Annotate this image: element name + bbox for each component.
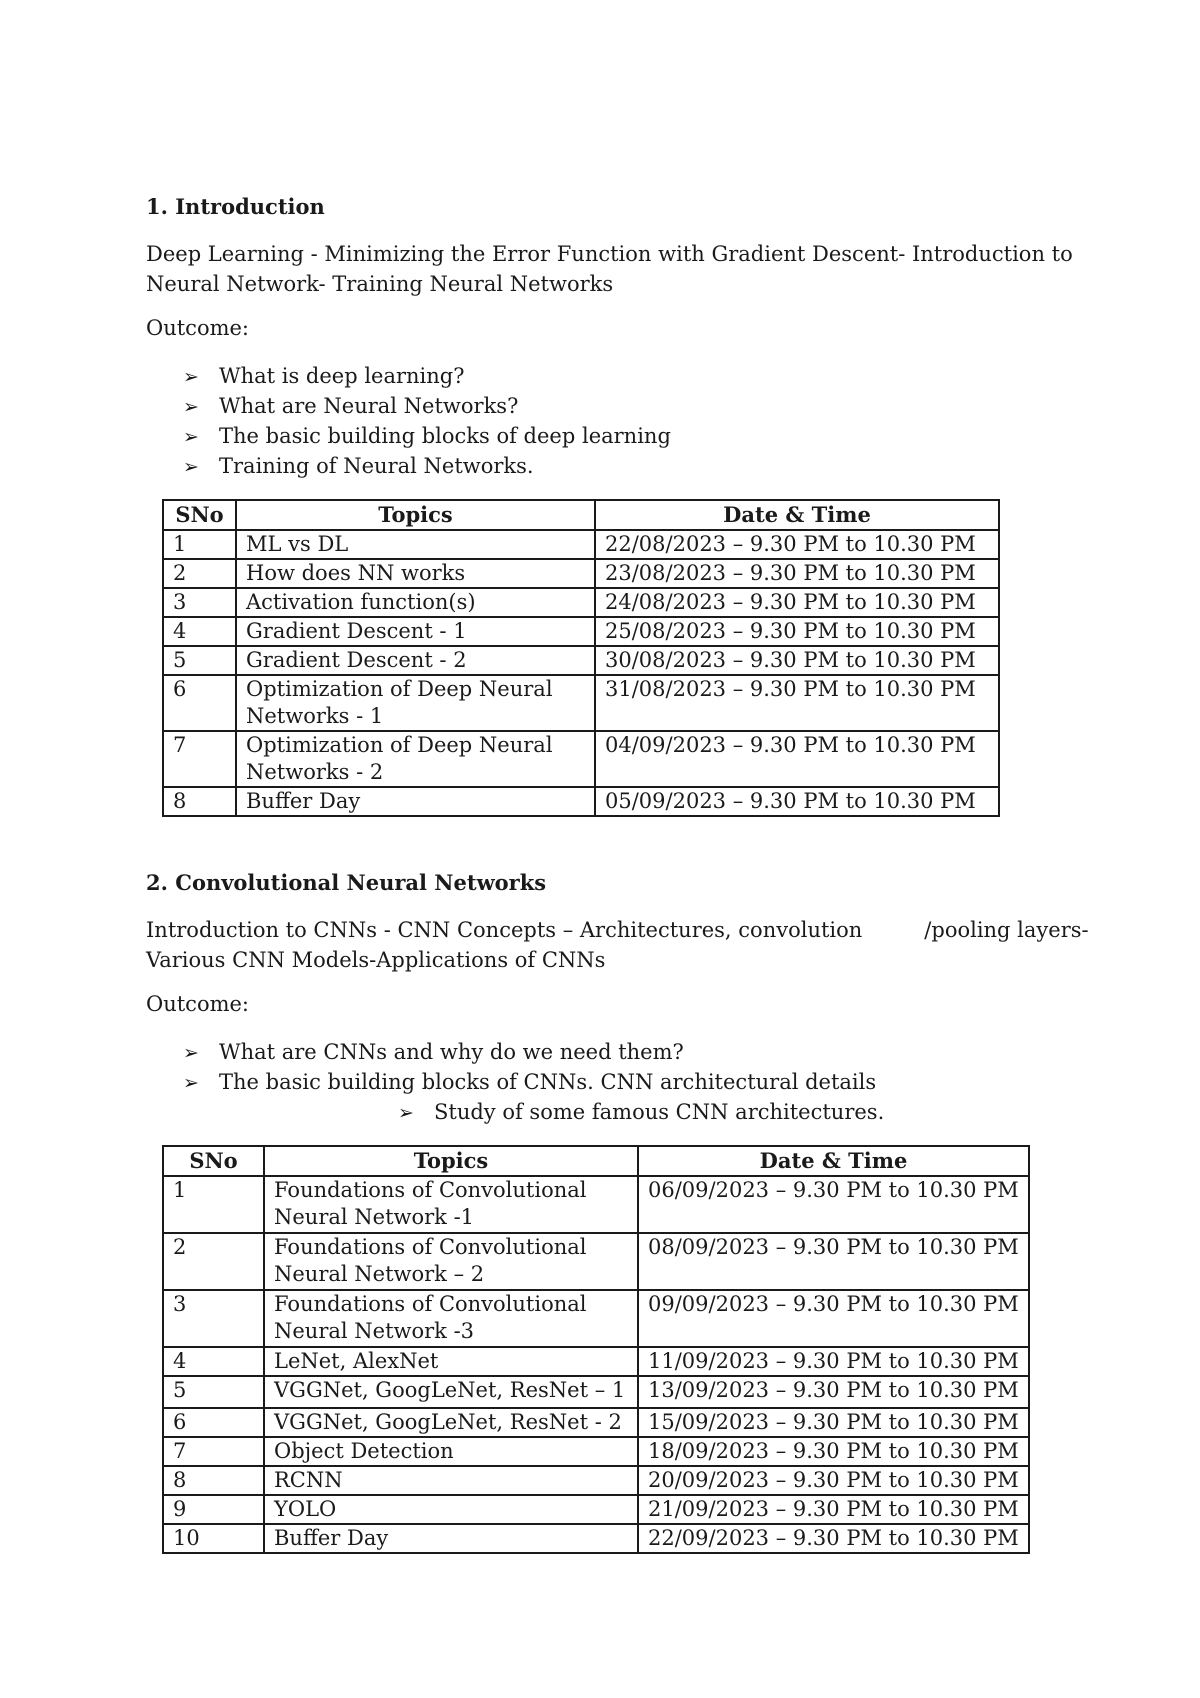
topic-cell: Buffer Day — [264, 1524, 638, 1553]
date-cell: 24/08/2023 – 9.30 PM to 10.30 PM — [595, 588, 999, 617]
description-line: Various CNN Models-Applications of CNNs — [146, 948, 606, 972]
date-cell: 18/09/2023 – 9.30 PM to 10.30 PM — [638, 1437, 1029, 1466]
table-row — [163, 1233, 1029, 1290]
topic-cell: Buffer Day — [236, 787, 595, 816]
section-1-description — [146, 239, 1073, 299]
table-row — [163, 1176, 1029, 1233]
arrow-bullet-icon: ➢ — [183, 426, 199, 448]
date-cell: 22/08/2023 – 9.30 PM to 10.30 PM — [595, 530, 999, 559]
date-cell: 04/09/2023 – 9.30 PM to 10.30 PM — [595, 731, 999, 787]
section-1-schedule-table — [162, 499, 1000, 817]
section-2-outcome-label: Outcome: — [146, 992, 250, 1016]
topic-cell: VGGNet, GoogLeNet, ResNet – 1 — [264, 1376, 638, 1408]
table-row — [163, 646, 999, 675]
sno-cell: 5 — [163, 646, 236, 675]
date-cell: 31/08/2023 – 9.30 PM to 10.30 PM — [595, 675, 999, 731]
date-cell: 09/09/2023 – 9.30 PM to 10.30 PM — [638, 1290, 1029, 1347]
topic-cell: Foundations of Convolutional Neural Network -3 — [264, 1290, 638, 1347]
section-2-heading: 2. Convolutional Neural Networks — [146, 870, 547, 895]
table-row — [163, 1495, 1029, 1524]
date-cell: 13/09/2023 – 9.30 PM to 10.30 PM — [638, 1376, 1029, 1408]
sno-cell: 9 — [163, 1495, 264, 1524]
topic-cell: LeNet, AlexNet — [264, 1347, 638, 1376]
section-2-outcome-list — [183, 1037, 876, 1097]
table-header-row — [163, 500, 999, 530]
table-row — [163, 559, 999, 588]
arrow-bullet-icon: ➢ — [398, 1102, 414, 1124]
topic-cell: Object Detection — [264, 1437, 638, 1466]
column-header-sno: SNo — [163, 1146, 264, 1176]
date-cell: 20/09/2023 – 9.30 PM to 10.30 PM — [638, 1466, 1029, 1495]
topic-cell: Activation function(s) — [236, 588, 595, 617]
table-row — [163, 588, 999, 617]
sno-cell: 6 — [163, 1408, 264, 1437]
table-row — [163, 1437, 1029, 1466]
list-item: ➢ The basic building blocks of deep learning — [183, 421, 671, 451]
sno-cell: 1 — [163, 1176, 264, 1233]
sno-cell: 3 — [163, 588, 236, 617]
date-cell: 23/08/2023 – 9.30 PM to 10.30 PM — [595, 559, 999, 588]
sno-cell: 1 — [163, 530, 236, 559]
topic-cell: How does NN works — [236, 559, 595, 588]
list-item: ➢ What is deep learning? — [183, 361, 671, 391]
list-item: ➢ The basic building blocks of CNNs. CNN architectural details — [183, 1067, 876, 1097]
section-1-heading: 1. Introduction — [146, 194, 325, 219]
topic-cell: RCNN — [264, 1466, 638, 1495]
arrow-bullet-icon: ➢ — [183, 456, 199, 478]
sno-cell: 8 — [163, 787, 236, 816]
sno-cell: 7 — [163, 731, 236, 787]
table-row — [163, 1408, 1029, 1437]
arrow-bullet-icon: ➢ — [183, 1072, 199, 1094]
description-line: Introduction to CNNs - CNN Concepts – Architectures, convolution /pooling layers- — [146, 918, 1089, 942]
table-row — [163, 1290, 1029, 1347]
table-row — [163, 675, 999, 731]
column-header-sno: SNo — [163, 500, 236, 530]
section-2-schedule-table — [162, 1145, 1030, 1554]
date-cell: 05/09/2023 – 9.30 PM to 10.30 PM — [595, 787, 999, 816]
date-cell: 08/09/2023 – 9.30 PM to 10.30 PM — [638, 1233, 1029, 1290]
topic-cell: YOLO — [264, 1495, 638, 1524]
column-header-topics: Topics — [264, 1146, 638, 1176]
sno-cell: 4 — [163, 617, 236, 646]
description-line: Deep Learning - Minimizing the Error Function with Gradient Descent- Introduction to — [146, 242, 1073, 266]
date-cell: 21/09/2023 – 9.30 PM to 10.30 PM — [638, 1495, 1029, 1524]
table-header-row — [163, 1146, 1029, 1176]
arrow-bullet-icon: ➢ — [183, 366, 199, 388]
table-row — [163, 530, 999, 559]
section-1-outcome-label: Outcome: — [146, 316, 250, 340]
topic-cell: Foundations of Convolutional Neural Network -1 — [264, 1176, 638, 1233]
column-header-date-time: Date & Time — [595, 500, 999, 530]
topic-cell: Gradient Descent - 2 — [236, 646, 595, 675]
topic-cell: Foundations of Convolutional Neural Network – 2 — [264, 1233, 638, 1290]
topic-cell: Optimization of Deep Neural Networks - 1 — [236, 675, 595, 731]
date-cell: 25/08/2023 – 9.30 PM to 10.30 PM — [595, 617, 999, 646]
topic-cell: Optimization of Deep Neural Networks - 2 — [236, 731, 595, 787]
table-row — [163, 617, 999, 646]
topic-cell: VGGNet, GoogLeNet, ResNet - 2 — [264, 1408, 638, 1437]
list-item: ➢ What are Neural Networks? — [183, 391, 671, 421]
date-cell: 06/09/2023 – 9.30 PM to 10.30 PM — [638, 1176, 1029, 1233]
sno-cell: 8 — [163, 1466, 264, 1495]
section-2-description — [146, 915, 1089, 975]
list-item: ➢ Training of Neural Networks. — [183, 451, 671, 481]
table-row — [163, 1524, 1029, 1553]
column-header-topics: Topics — [236, 500, 595, 530]
sno-cell: 5 — [163, 1376, 264, 1408]
section-1-outcome-list — [183, 361, 671, 481]
date-cell: 15/09/2023 – 9.30 PM to 10.30 PM — [638, 1408, 1029, 1437]
table-row — [163, 787, 999, 816]
date-cell: 11/09/2023 – 9.30 PM to 10.30 PM — [638, 1347, 1029, 1376]
sno-cell: 3 — [163, 1290, 264, 1347]
sno-cell: 2 — [163, 1233, 264, 1290]
list-item: ➢ What are CNNs and why do we need them? — [183, 1037, 876, 1067]
topic-cell: Gradient Descent - 1 — [236, 617, 595, 646]
topic-cell: ML vs DL — [236, 530, 595, 559]
sno-cell: 6 — [163, 675, 236, 731]
description-line: Neural Network- Training Neural Networks — [146, 272, 614, 296]
column-header-date-time: Date & Time — [638, 1146, 1029, 1176]
table-row — [163, 1466, 1029, 1495]
sno-cell: 7 — [163, 1437, 264, 1466]
table-row — [163, 1347, 1029, 1376]
sno-cell: 2 — [163, 559, 236, 588]
sno-cell: 4 — [163, 1347, 264, 1376]
list-item: ➢ Study of some famous CNN architectures. — [398, 1097, 884, 1127]
arrow-bullet-icon: ➢ — [183, 396, 199, 418]
date-cell: 22/09/2023 – 9.30 PM to 10.30 PM — [638, 1524, 1029, 1553]
table-row — [163, 731, 999, 787]
table-row — [163, 1376, 1029, 1408]
section-2-outcome-extra — [398, 1097, 884, 1127]
arrow-bullet-icon: ➢ — [183, 1042, 199, 1064]
sno-cell: 10 — [163, 1524, 264, 1553]
date-cell: 30/08/2023 – 9.30 PM to 10.30 PM — [595, 646, 999, 675]
